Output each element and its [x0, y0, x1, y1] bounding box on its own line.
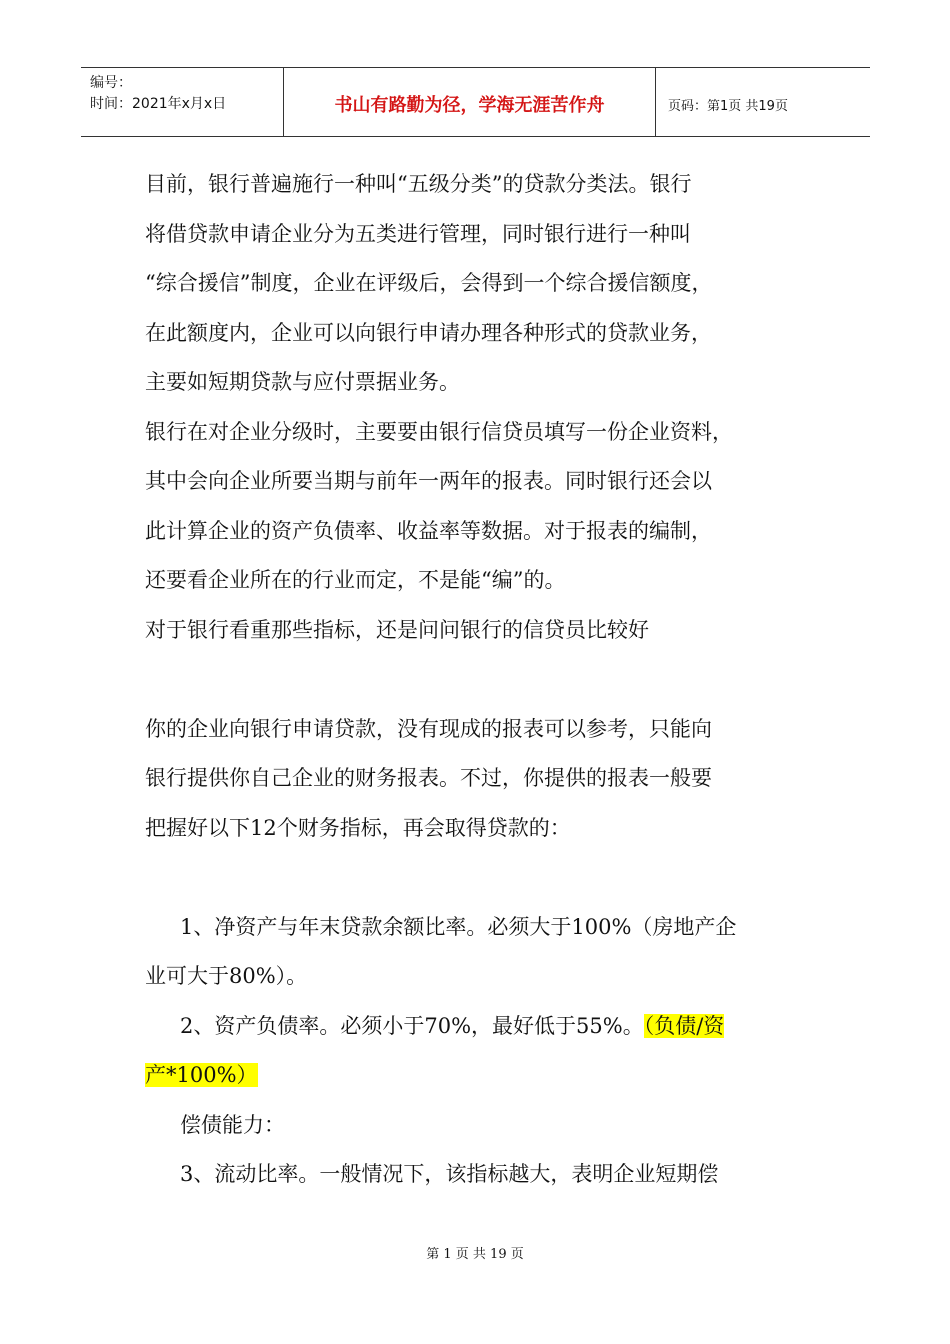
paragraph-line: 银行在对企业分级时，主要要由银行信贷员填写一份企业资料，	[145, 419, 733, 444]
list-item-2-text: 2、资产负债率。必须小于70%，最好低于55%。	[180, 1013, 644, 1038]
paragraph-line: 主要如短期贷款与应付票据业务。	[145, 370, 460, 394]
page-header	[81, 67, 870, 137]
paragraph-line: 在此额度内，企业可以向银行申请办理各种形式的贷款业务，	[145, 320, 712, 345]
header-page-info: 页码：第1页 共19页	[668, 98, 788, 114]
paragraph-line: 其中会向企业所要当期与前年一两年的报表。同时银行还会以	[145, 469, 712, 493]
section-heading: 偿债能力：	[180, 1112, 285, 1137]
blank-line	[145, 655, 805, 705]
header-meta	[81, 68, 284, 136]
blank-line	[145, 853, 805, 903]
page-footer: 第 1 页 共 19 页	[426, 1247, 524, 1262]
paragraph-line: 还要看企业所在的行业而定，不是能“编”的。	[145, 568, 566, 592]
paragraph-line: 此计算企业的资产负债率、收益率等数据。对于报表的编制，	[145, 518, 712, 543]
list-item-1-cont: 业可大于80%）。	[145, 964, 308, 988]
paragraph-line: 你的企业向银行申请贷款，没有现成的报表可以参考，只能向	[145, 716, 712, 741]
paragraph-line: “综合援信”制度，企业在评级后，会得到一个综合援信额度，	[145, 271, 713, 295]
paragraph-line: 把握好以下12个财务指标，再会取得贷款的：	[145, 815, 571, 840]
header-motto: 书山有路勤为径，学海无涯苦作舟	[284, 68, 656, 136]
list-item-3: 3、流动比率。一般情况下，该指标越大，表明企业短期偿	[180, 1162, 719, 1186]
list-item-1: 1、净资产与年末贷款余额比率。必须大于100%（房地产企	[180, 914, 737, 939]
highlighted-formula: （负债/资	[643, 1013, 725, 1038]
paragraph-line: 对于银行看重那些指标，还是问问银行的信贷员比较好	[145, 617, 649, 642]
doc-date-label: 时间：2021年x月x日	[90, 96, 227, 112]
list-item-2	[145, 1002, 805, 1052]
paragraph-line: 目前，银行普遍施行一种叫“五级分类”的贷款分类法。银行	[145, 172, 692, 196]
document-body	[145, 160, 805, 1200]
list-item-2-cont	[145, 1051, 805, 1101]
highlighted-formula-cont: 产*100%）	[145, 1063, 258, 1087]
paragraph-line: 将借贷款申请企业分为五类进行管理，同时银行进行一种叫	[145, 221, 691, 246]
paragraph-line: 银行提供你自己企业的财务报表。不过，你提供的报表一般要	[145, 766, 712, 790]
doc-number-label: 编号：	[90, 75, 132, 91]
